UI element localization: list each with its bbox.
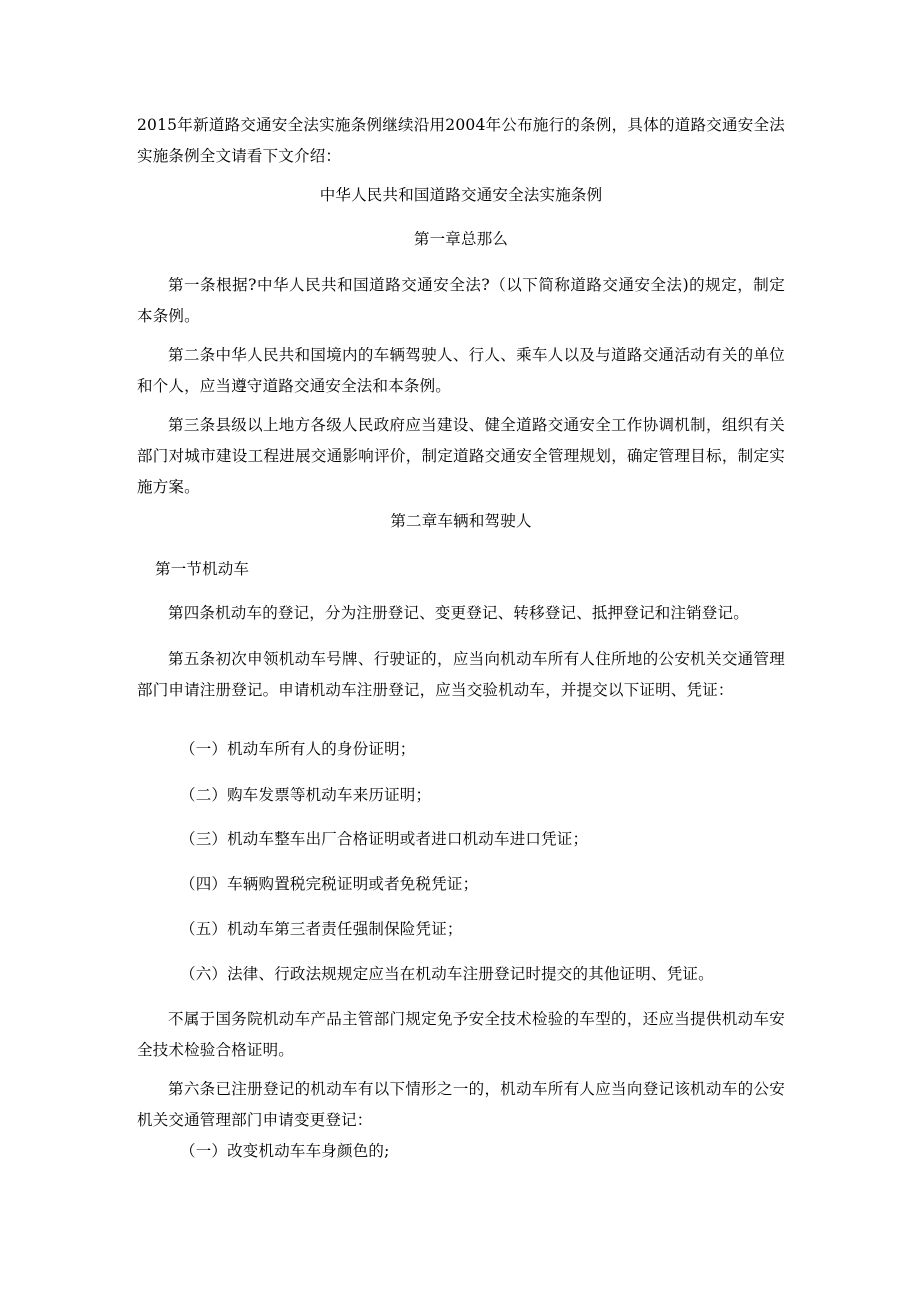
article-5-item-6: （六）法律、行政法规规定应当在机动车注册登记时提交的其他证明、凭证。	[180, 965, 714, 983]
chapter-2-heading: 第二章车辆和驾驶人	[390, 512, 532, 530]
article-5-note: 不属于国务院机动车产品主管部门规定免予安全技术检验的车型的，还应当提供机动车安全技术检验合格证明。	[137, 1010, 785, 1059]
chapter-1-heading: 第一章总那么	[413, 230, 509, 248]
article-3: 第三条县级以上地方各级人民政府应当建设、健全道路交通安全工作协调机制，组织有关部门对城市建设工程进展交通影响评价，制定道路交通安全管理规划，确定管理目标，制定实施方案。	[137, 416, 785, 496]
section-1-heading: 第一节机动车	[155, 560, 250, 578]
article-5-item-1: （一）机动车所有人的身份证明；	[180, 740, 416, 758]
article-5-item-3: （三）机动车整车出厂合格证明或者进口机动车进口凭证；	[180, 830, 589, 848]
article-5-item-5: （五）机动车第三者责任强制保险凭证；	[180, 920, 463, 938]
article-4: 第四条机动车的登记，分为注册登记、变更登记、转移登记、抵押登记和注销登记。	[168, 604, 749, 622]
article-2: 第二条中华人民共和国境内的车辆驾驶人、行人、乘车人以及与道路交通活动有关的单位和个人，应当遵守道路交通安全法和本条例。	[137, 346, 785, 395]
article-6: 第六条已注册登记的机动车有以下情形之一的，机动车所有人应当向登记该机动车的公安机关交通管理部门申请变更登记：	[137, 1080, 785, 1129]
article-5-item-2: （二）购车发票等机动车来历证明；	[180, 786, 432, 804]
article-5: 第五条初次申领机动车号牌、行驶证的，应当向机动车所有人住所地的公安机关交通管理部门申请注册登记。申请机动车注册登记，应当交验机动车，并提交以下证明、凭证：	[137, 650, 785, 699]
article-5-item-4: （四）车辆购置税完税证明或者免税凭证；	[180, 875, 479, 893]
document-title: 中华人民共和国道路交通安全法实施条例	[319, 186, 603, 204]
article-6-item-1: （一）改变机动车车身颜色的;	[180, 1142, 390, 1160]
intro-paragraph: 2015年新道路交通安全法实施条例继续沿用2004年公布施行的条例，具体的道路交通安全法实施条例全文请看下文介绍：	[137, 116, 785, 165]
article-1: 第一条根据?中华人民共和国道路交通安全法?（以下简称道路交通安全法)的规定，制定本条例。	[137, 276, 785, 325]
